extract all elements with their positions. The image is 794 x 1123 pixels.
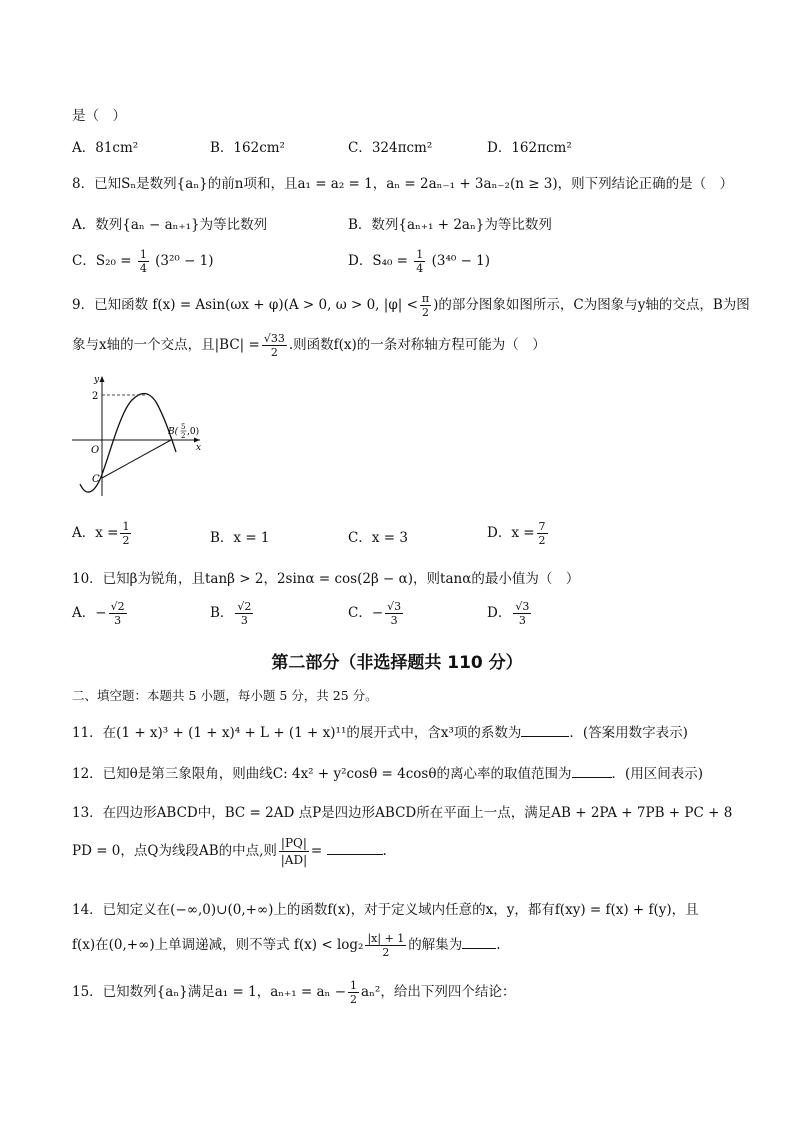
svg-text:5: 5 (181, 423, 186, 431)
svg-text:B(: B( (168, 427, 179, 437)
q7-option-d: D．162πcm² (487, 140, 572, 156)
origin-label: O (91, 445, 100, 456)
q8-stem: 8．已知Sₙ是数列{aₙ}的前n项和，且a₁ = a₂ = 1，aₙ = 2aₙ₋₁ + 3aₙ₋₂(n ≥ 3)，则下列结论正确的是（ ） (72, 176, 734, 192)
q11-answer-blank[interactable] (521, 736, 569, 737)
q9-stem-line2: 象与x轴的一个交点，且|BC| = $\frac{√33}{2}$ .则函数f(x)的一条对称轴方程可能为（ ） (72, 332, 546, 359)
q10-option-c: C．− $\frac{√3}{3}$ (348, 600, 402, 627)
point-b-label (167, 423, 199, 440)
q14-line2: f(x)在(0,+∞)上单调递减，则不等式 f(x) < log₂ $\frac{|x| + 1}{2}$ 的解集为 . (72, 932, 501, 959)
q13-line1: 13．在四边形ABCD中，BC = 2AD 点P是四边形ABCD所在平面上一点，满足AB + 2PA + 7PB + PC + 8 (72, 805, 733, 821)
svg-text:2: 2 (181, 432, 186, 440)
q11: 11．在(1 + x)³ + (1 + x)⁴ + L + (1 + x)¹¹的展开式中，含x³项的系数为 ．(答案用数字表示) (72, 725, 688, 741)
q10-option-d: D． $\frac{√3}{3}$ (487, 600, 530, 627)
q7-option-b: B．162cm² (210, 140, 285, 156)
q9-function-graph (68, 372, 218, 502)
q10-stem: 10．已知β为锐角，且tanβ > 2，2sinα = cos(2β − α)，则tanα的最小值为（ ） (72, 571, 580, 587)
q12-answer-blank[interactable] (572, 777, 612, 778)
svg-text:,0): ,0) (187, 427, 200, 437)
segment-bc (102, 440, 171, 478)
q9-option-b: B．x = 1 (210, 530, 270, 546)
q7-option-c: C．324πcm² (348, 140, 433, 156)
q8-option-a: A．数列{aₙ − aₙ₊₁}为等比数列 (72, 217, 268, 233)
q14-line1: 14．已知定义在(−∞,0)∪(0,+∞)上的函数f(x)，对于定义域内任意的x，y，都有f(xy) = f(x) + f(y)，且 (72, 902, 699, 918)
q9-option-d: D．x = $\frac{7}{2}$ (487, 520, 546, 547)
q15-stem: 15．已知数列{aₙ}满足a₁ = 1，aₙ₊₁ = aₙ − $\frac{1}{2}$ aₙ²，给出下列四个结论： (72, 979, 516, 1006)
q8-option-c: C．S₂₀ = $\frac{1}{4}$ (3²⁰ − 1) (72, 248, 214, 275)
x-axis-label: x (196, 443, 202, 453)
question-continuation: 是（ ） (72, 108, 126, 124)
section2-intro: 二、填空题：本题共 5 小题，每小题 5 分，共 25 分。 (72, 688, 378, 703)
q10-option-b: B． $\frac{√2}{3}$ (210, 600, 252, 627)
y-axis-arrow (100, 376, 105, 382)
x-axis-arrow (194, 438, 200, 443)
point-c-label: C (92, 474, 100, 485)
q7-option-a: A．81cm² (72, 140, 139, 156)
y-axis-label: y (94, 375, 100, 385)
q8-option-d: D．S₄₀ = $\frac{1}{4}$ (3⁴⁰ − 1) (348, 248, 491, 275)
q13-answer-blank[interactable] (327, 854, 383, 855)
q13-line2: PD = 0，点Q为线段AB的中点,则 $\frac{|PQ|}{|AD|}$ = . (72, 836, 387, 867)
q9-stem-line1: 9．已知函数 f(x) = Asin(ωx + φ)(A > 0, ω > 0, |φ| < $\frac{\pi}{2}$ )的部分图象如图所示，C为图象与y轴的交点，B为图 (72, 292, 750, 319)
q9-option-c: C．x = 3 (348, 530, 408, 546)
q14-answer-blank[interactable] (462, 948, 496, 949)
peak-value-label: 2 (92, 391, 99, 402)
q8-option-b: B．数列{aₙ₊₁ + 2aₙ}为等比数列 (348, 217, 552, 233)
q10-option-a: A．− $\frac{√2}{3}$ (72, 600, 125, 627)
part2-title: 第二部分（非选择题共 110 分） (271, 653, 523, 673)
q9-option-a: A．x = $\frac{1}{2}$ (72, 520, 130, 547)
q12: 12．已知θ是第三象限角，则曲线C: 4x² + y²cosθ = 4cosθ的离心率的取值范围为 ．(用区间表示) (72, 766, 704, 782)
